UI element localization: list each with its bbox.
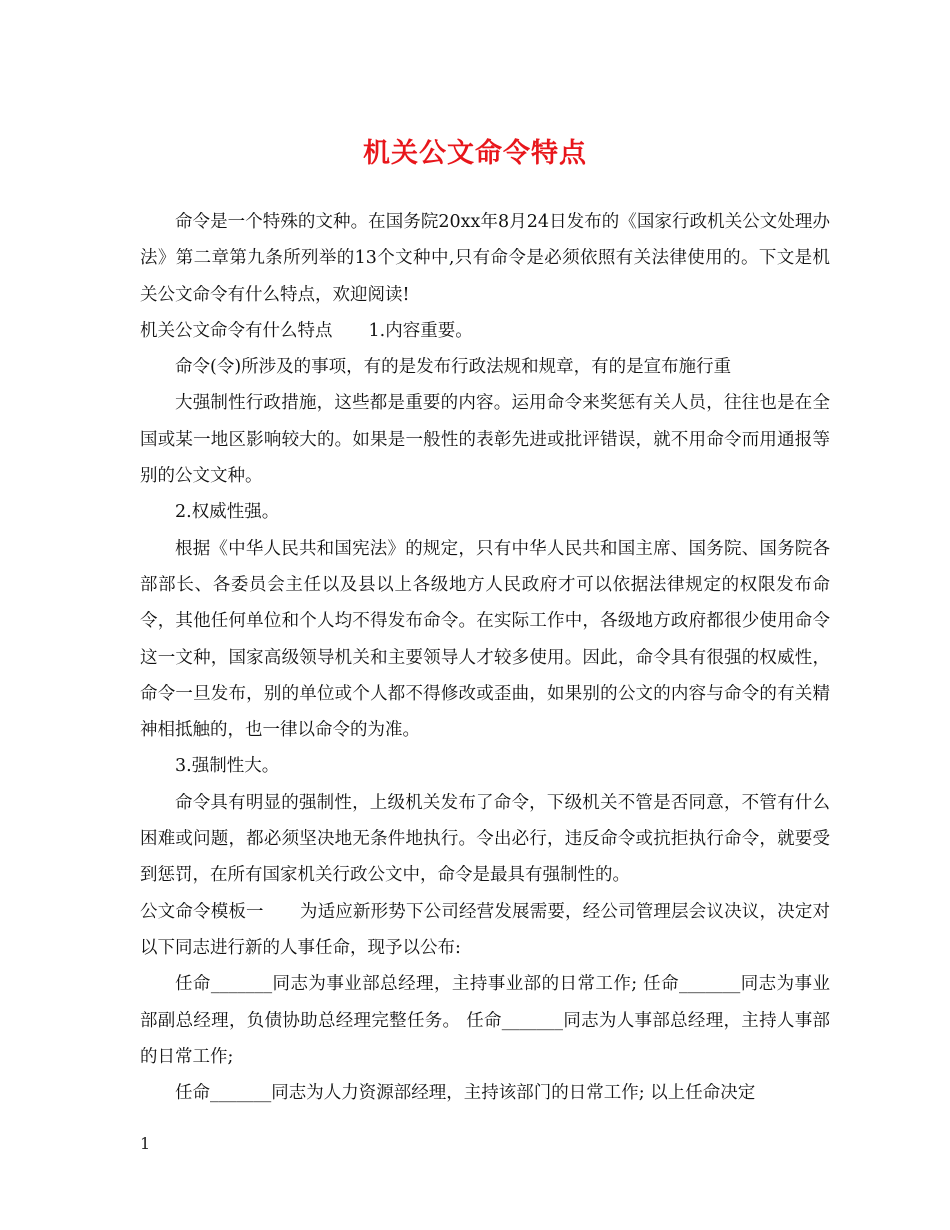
template-paragraph xyxy=(140,894,830,967)
document-title: 机关公文命令特点 xyxy=(363,138,587,169)
section-heading: 机关公文命令有什么特点 xyxy=(140,320,333,341)
point3-title: 3.强制性大。 xyxy=(175,756,280,777)
template-intro: 为适应新形势下公司经营发展需要，经公司管理层会议决议，决定对以下同志进行新的人事任命，现予以公布: xyxy=(140,901,831,958)
template-heading: 公文命令模板一 xyxy=(140,901,264,922)
appointment-paragraph-1: 任命_______同志为事业部总经理，主持事业部的日常工作; 任命_______同志为事业部副总经理，负债协助总经理完整任务。 任命_______同志为人事部总经理，主持人事部的日常工作; xyxy=(140,974,830,1067)
point2-title: 2.权威性强。 xyxy=(175,502,280,523)
point2-paragraph: 根据《中华人民共和国宪法》的规定，只有中华人民共和国主席、国务院、国务院各部部长、各委员会主任以及县以上各级地方人民政府才可以依据法律规定的权限发布命令，其他任何单位和个人均不得发布命令。在实际工作中，各级地方政府都很少使用命令这一文种，国家高级领导机关和主要领导人才较多使用。因此，命令具有很强的权威性，命令一旦发布，别的单位或个人都不得修改或歪曲，如果别的公文的内容与命令的有关精神相抵触的，也一律以命令的为准。 xyxy=(140,538,830,741)
point1-title: 1.内容重要。 xyxy=(368,320,473,341)
document-body xyxy=(140,204,830,1111)
section-heading-line xyxy=(140,313,830,349)
point1-first-line: 命令(令)所涉及的事项，有的是发布行政法规和规章，有的是宣布施行重 xyxy=(175,357,732,378)
page-number: 1 xyxy=(140,1134,151,1153)
point3-paragraph: 命令具有明显的强制性，上级机关发布了命令，下级机关不管是否同意，不管有什么困难或问题，都必须坚决地无条件地执行。令出必行，违反命令或抗拒执行命令，就要受到惩罚，在所有国家机关行政公文中，命令是最具有强制性的。 xyxy=(140,792,830,886)
point1-paragraph: 大强制性行政措施，这些都是重要的内容。运用命令来奖惩有关人员，往往也是在全国或某一地区影响较大的。如果是一般性的表彰先进或批评错误，就不用命令而用通报等别的公文文种。 xyxy=(140,393,830,487)
intro-paragraph: 命令是一个特殊的文种。在国务院20xx年8月24日发布的《国家行政机关公文处理办法》第二章第九条所列举的13个文种中,只有命令是必须依照有关法律使用的。下文是机关公文命令有什么特点，欢迎阅读! xyxy=(140,212,830,305)
appointment-paragraph-2: 任命_______同志为人力资源部经理，主持该部门的日常工作; 以上任命决定 xyxy=(175,1083,756,1104)
